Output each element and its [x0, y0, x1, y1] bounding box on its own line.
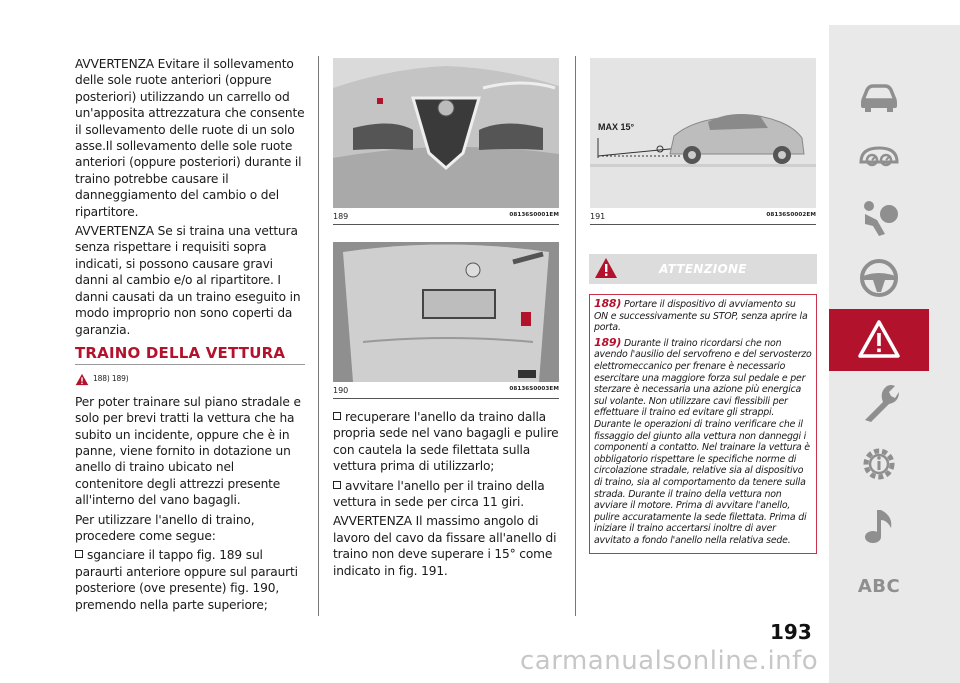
sidebar-item-maintenance[interactable] — [829, 371, 929, 433]
column-divider — [575, 56, 576, 616]
tow-angle-image — [590, 58, 816, 208]
column-divider — [318, 56, 319, 616]
sidebar-item-safety[interactable] — [829, 187, 929, 249]
warning-reference-numbers: 188) 189) — [93, 374, 129, 384]
column-middle — [333, 58, 559, 582]
figure-caption — [333, 382, 559, 399]
chapter-sidebar — [829, 25, 960, 683]
sidebar-item-multimedia[interactable] — [829, 495, 929, 557]
attention-header — [589, 254, 817, 284]
warning-paragraph-damage: AVVERTENZA Se si traina una vettura senza rispettare i requisiti sopra indicati, si possono causare gravi danni al cambio e/o al ripartitore. I danni causati da un traino eseguito in modo improprio non sono coperti da garanzia. — [75, 224, 301, 337]
max-angle-label: MAX 15° — [598, 122, 635, 132]
figure-code: 08136S0001EM — [509, 212, 559, 218]
page-number: 193 — [770, 620, 812, 644]
airbag-safety-icon — [857, 196, 901, 240]
column-left — [75, 56, 305, 616]
warning-icon — [857, 318, 901, 362]
rear-bumper-image — [333, 242, 559, 382]
dashboard-icon — [857, 134, 901, 178]
figure-code: 08136S0002EM — [766, 212, 816, 218]
sidebar-item-car[interactable] — [829, 65, 929, 127]
bullet-icon — [333, 481, 341, 489]
figure-number: 189 — [333, 212, 349, 221]
music-note-icon — [857, 504, 901, 548]
figure-number: 190 — [333, 386, 349, 395]
attention-note-189: 189) Durante il traino ricordarsi che non avendo l'ausilio del servofreno e del servosterzo elettromeccanico per frenare è necessario esercitare una maggiore forza sul pedale e per sterzare è necessaria una azione più energica sul volante. Non utilizzare cavi flessibili per effettuare il traino ed evitare gli strappi. Durante le operazioni di traino verificare che il fissaggio del giunto alla vettura non danneggi i componenti a contatto. Nel trainare la vettura è obbligatorio rispettare le specifiche norme di circolazione stradale, relative sia al dispositivo di traino, sia al comportamento da tenere sulla strada. Durante il traino della vettura non avviare il motore. Prima di avvitare l'anello, pulire accuratamente la sede filettata. Prima di iniziare il traino accertarsi inoltre di aver avvitato a fondo l'anello nella relativa sede. — [594, 335, 812, 546]
sidebar-item-steering[interactable] — [829, 247, 929, 309]
steering-wheel-icon — [857, 256, 901, 300]
warning-triangle-icon — [75, 373, 89, 386]
bullet-icon — [75, 550, 83, 558]
bullet-icon — [333, 412, 341, 420]
car-icon — [857, 74, 901, 118]
index-abc-label: ABC — [857, 575, 901, 597]
towing-intro-paragraph: Per poter trainare sul piano stradale e solo per brevi tratti la vettura che ha subito un incidente, oppure che è in panne, viene fornito in dotazione un anello di traino ubicato nel contenitore degli attrezzi presente all'interno del vano bagagli. — [75, 394, 301, 508]
sidebar-item-warning[interactable] — [829, 309, 929, 371]
warning-references[interactable] — [75, 371, 305, 387]
procedure-step-3: avvitare l'anello per il traino della vettura in sede per circa 11 giri. — [333, 478, 545, 510]
figure-number: 191 — [590, 212, 606, 221]
figure-code: 08136S0003EM — [509, 386, 559, 392]
figure-190 — [333, 242, 559, 399]
front-bumper-image — [333, 58, 559, 208]
figure-189 — [333, 58, 559, 225]
wrench-icon — [857, 380, 901, 424]
attention-body — [589, 294, 817, 554]
figure-caption — [333, 208, 559, 225]
sidebar-item-technical[interactable] — [829, 433, 929, 495]
sidebar-item-index[interactable] — [829, 555, 929, 617]
attention-box — [589, 254, 817, 554]
section-heading: TRAINO DELLA VETTURA — [75, 345, 305, 365]
procedure-intro: Per utilizzare l'anello di traino, procedere come segue: — [75, 512, 255, 543]
warning-triangle-icon — [594, 257, 618, 279]
warning-paragraph-angle: AVVERTENZA Il massimo angolo di lavoro del cavo da fissare all'anello di traino non deve superare i 15° come indicato in fig. 191. — [333, 514, 557, 578]
column-middle-text — [333, 409, 559, 579]
sidebar-item-dashboard[interactable] — [829, 125, 929, 187]
figure-191 — [590, 58, 816, 225]
attention-title: ATTENZIONE — [659, 262, 747, 276]
technical-data-icon — [857, 442, 901, 486]
watermark: carmanualsonline.info — [520, 646, 819, 676]
procedure-step-2: recuperare l'anello da traino dalla propria sede nel vano bagagli e pulire con cautela la sede filettata sulla vettura prima di utilizzarlo; — [333, 410, 559, 474]
attention-note-188: 188) Portare il dispositivo di avviamento su ON e successivamente su STOP, senza aprire la porta. — [594, 297, 808, 334]
procedure-step-1: sganciare il tappo fig. 189 sul paraurti anteriore oppure sul paraurti posteriore (ove presente) fig. 190, premendo nella parte superiore; — [75, 548, 298, 612]
warning-paragraph-lifting: AVVERTENZA Evitare il sollevamento delle sole ruote anteriori (oppure posteriori) utilizzando un carrello od un'apposita attrezzatura che consente il sollevamento delle ruote di un solo asse.Il sollevamento delle sole ruote anteriori (oppure posteriori) durante il traino potrebbe causare il danneggiamento del cambio o del ripartitore. — [75, 57, 305, 219]
figure-caption — [590, 208, 816, 225]
column-right — [590, 58, 816, 225]
